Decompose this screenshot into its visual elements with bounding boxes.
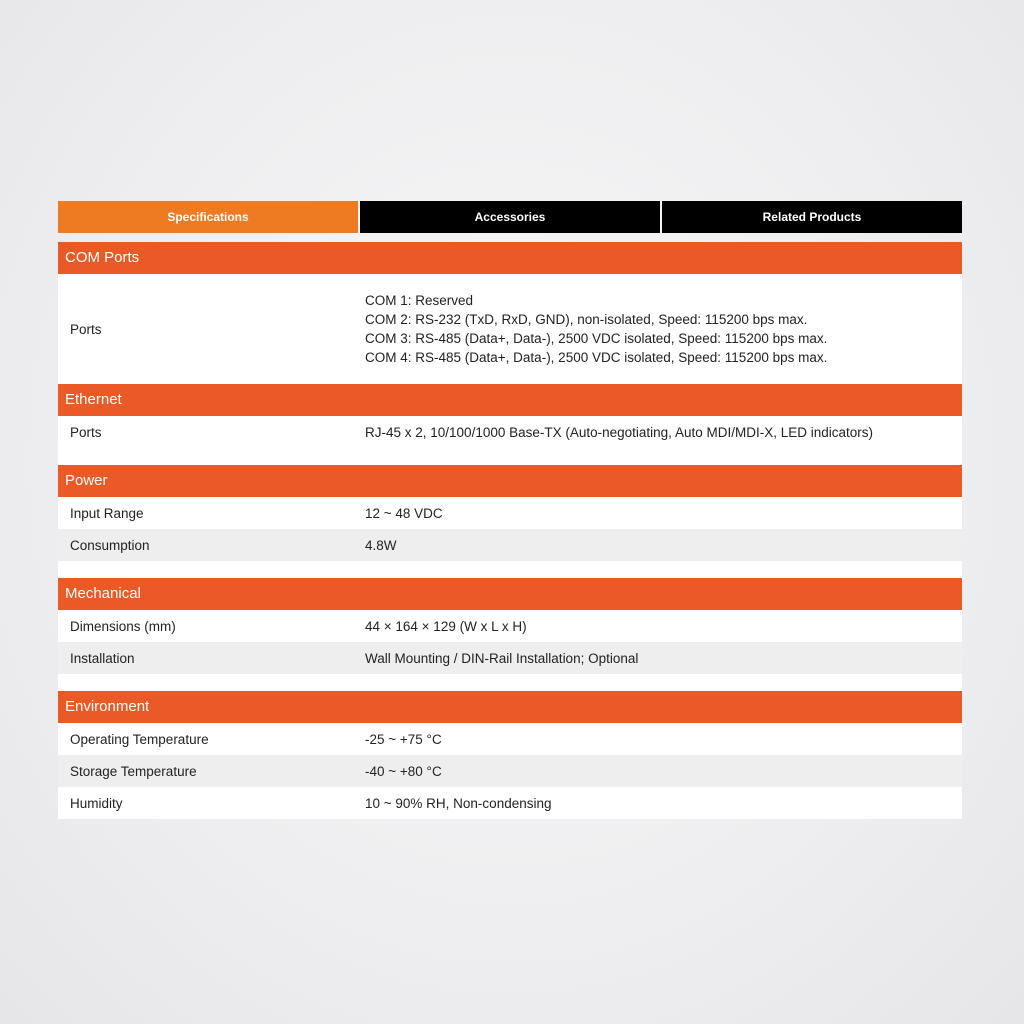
section-ethernet bbox=[58, 384, 962, 465]
section-header-com-ports: COM Ports bbox=[58, 242, 962, 274]
spec-label: Operating Temperature bbox=[70, 731, 209, 747]
spec-row bbox=[58, 723, 962, 755]
spec-label: Input Range bbox=[70, 505, 144, 521]
spec-value-line: COM 2: RS-232 (TxD, RxD, GND), non-isolated, Speed: 115200 bps max. bbox=[365, 312, 808, 327]
spec-label: Consumption bbox=[70, 537, 150, 553]
section-spacer bbox=[58, 561, 962, 578]
spec-value-line: COM 1: Reserved bbox=[365, 293, 474, 308]
spec-row bbox=[58, 755, 962, 787]
spec-label: Storage Temperature bbox=[70, 763, 197, 779]
section-spacer bbox=[58, 674, 962, 691]
spec-row bbox=[58, 497, 962, 529]
spec-label: Ports bbox=[70, 424, 102, 440]
section-spacer bbox=[58, 448, 962, 465]
spec-row bbox=[58, 529, 962, 561]
spec-panel bbox=[58, 201, 962, 819]
section-mechanical bbox=[58, 578, 962, 691]
spec-value: Wall Mounting / DIN-Rail Installation; Optional bbox=[365, 650, 639, 666]
tab-related-products[interactable]: Related Products bbox=[662, 201, 962, 233]
spec-value-line: COM 3: RS-485 (Data+, Data-), 2500 VDC isolated, Speed: 115200 bps max. bbox=[365, 331, 828, 346]
section-com-ports bbox=[58, 242, 962, 384]
spec-value: 44 × 164 × 129 (W x L x H) bbox=[365, 618, 527, 634]
spec-value: -40 ~ +80 °C bbox=[365, 763, 442, 779]
spec-row bbox=[58, 274, 962, 384]
spec-value: 4.8W bbox=[365, 537, 397, 553]
tab-specifications[interactable]: Specifications bbox=[58, 201, 358, 233]
spec-value bbox=[358, 274, 962, 384]
spec-row bbox=[58, 610, 962, 642]
spec-row bbox=[58, 642, 962, 674]
section-header-power: Power bbox=[58, 465, 962, 497]
spec-label: Dimensions (mm) bbox=[70, 618, 176, 634]
spec-label: Installation bbox=[70, 650, 135, 666]
section-header-ethernet: Ethernet bbox=[58, 384, 962, 416]
spec-label: Humidity bbox=[70, 795, 123, 811]
section-header-mechanical: Mechanical bbox=[58, 578, 962, 610]
spec-value: 12 ~ 48 VDC bbox=[365, 505, 443, 521]
spec-value-line: COM 4: RS-485 (Data+, Data-), 2500 VDC isolated, Speed: 115200 bps max. bbox=[365, 350, 828, 365]
tab-spacer bbox=[58, 233, 962, 242]
section-power bbox=[58, 465, 962, 578]
spec-value: RJ-45 x 2, 10/100/1000 Base-TX (Auto-negotiating, Auto MDI/MDI-X, LED indicators) bbox=[365, 424, 873, 440]
tab-bar bbox=[58, 201, 962, 233]
spec-value: 10 ~ 90% RH, Non-condensing bbox=[365, 795, 552, 811]
section-header-environment: Environment bbox=[58, 691, 962, 723]
spec-row bbox=[58, 416, 962, 448]
spec-label: Ports bbox=[70, 321, 102, 337]
spec-row bbox=[58, 787, 962, 819]
tab-accessories[interactable]: Accessories bbox=[360, 201, 660, 233]
section-environment bbox=[58, 691, 962, 819]
spec-value: -25 ~ +75 °C bbox=[365, 731, 442, 747]
